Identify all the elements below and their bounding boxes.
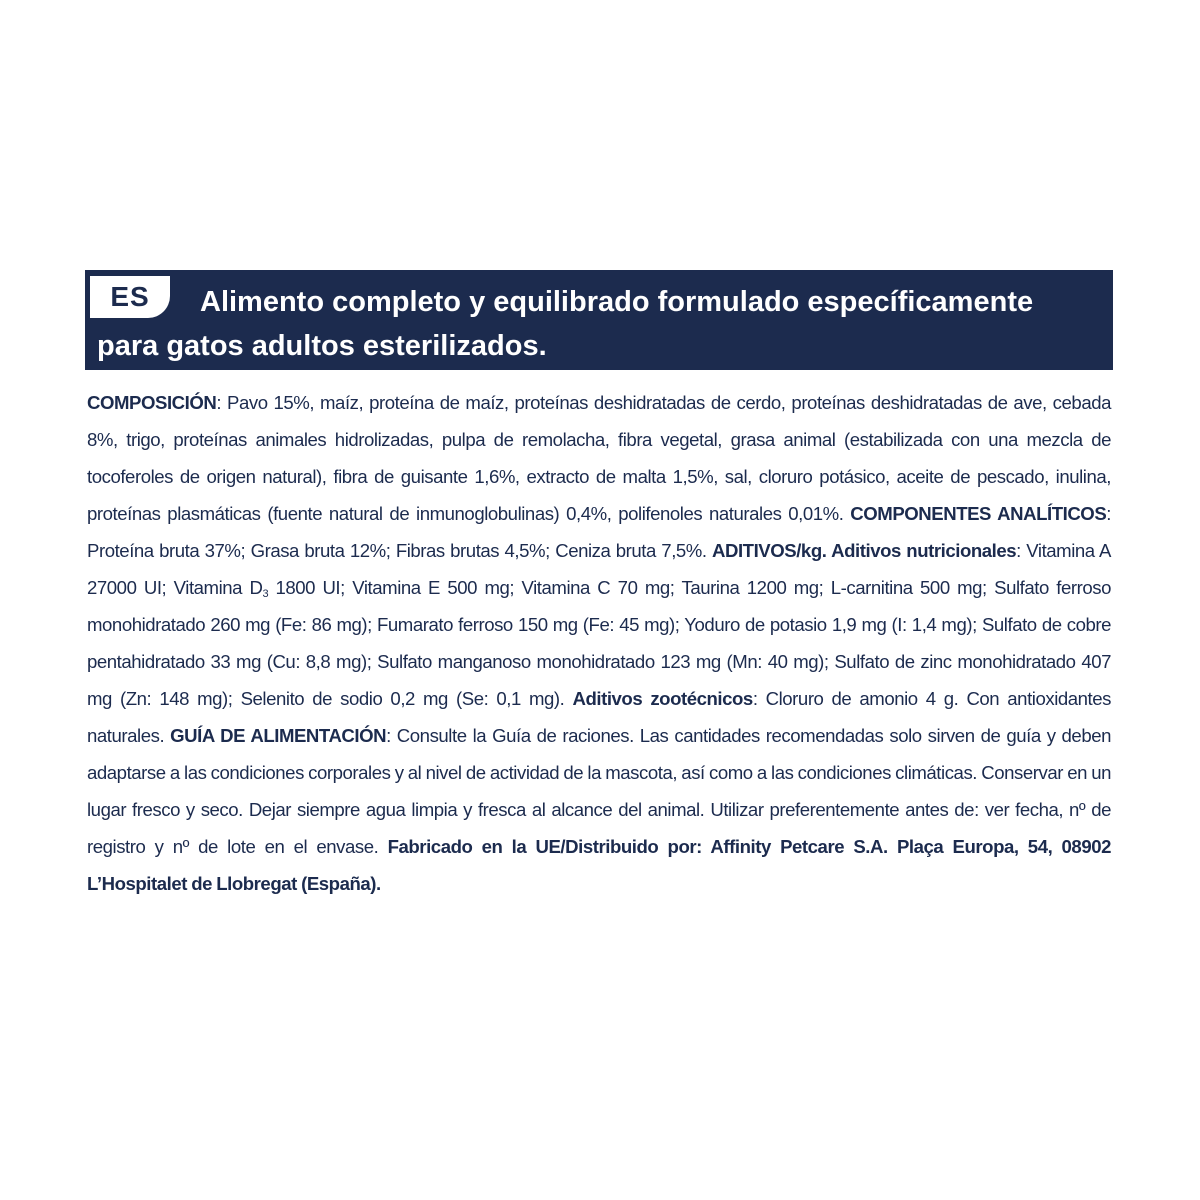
analytical-text: : Proteína bruta 37%; Grasa bruta 12%; Fibras brutas 4,5%; Ceniza bruta 7,5%. <box>87 503 1111 561</box>
analytical-heading: COMPONENTES ANALÍTICOS <box>850 503 1107 524</box>
feeding-guide-text: : Consulte la Guía de raciones. Las cantidades recomendadas solo sirven de guía y deben adaptarse a las condiciones corporales y al nivel de actividad de la mascota, así como a las condiciones climáticas. Conservar en un lugar fresco y seco. Dejar siempre agua limpia y fresca al alcance del animal. Utilizar preferentemente antes de: ver fecha, nº de registro y nº de lote en el envase. <box>87 725 1111 857</box>
label-title-line-2: para gatos adultos esterilizados. <box>97 330 547 362</box>
nutritional-additives-heading: Aditivos nutricionales <box>826 540 1017 561</box>
label-body-text <box>85 384 1113 902</box>
vitamin-d3-subscript: 3 <box>262 588 269 600</box>
product-label-panel <box>85 270 1113 902</box>
composition-text: : Pavo 15%, maíz, proteína de maíz, proteínas deshidratadas de cerdo, proteínas deshidratadas de ave, cebada 8%, trigo, proteínas animales hidrolizadas, pulpa de remolacha, fibra vegetal, grasa animal (estabilizada con una mezcla de tocoferoles de origen natural), fibra de guisante 1,6%, extracto de malta 1,5%, sal, cloruro potásico, aceite de pescado, inulina, proteínas plasmáticas (fuente natural de inmunoglobulinas) 0,4%, polifenoles naturales 0,01%. <box>87 392 1111 524</box>
feeding-guide-heading: GUÍA DE ALIMENTACIÓN <box>170 725 387 746</box>
label-title-line-1: Alimento completo y equilibrado formulado específicamente <box>200 286 1034 318</box>
additives-heading: ADITIVOS/kg. <box>712 540 827 561</box>
label-title <box>97 280 1083 368</box>
zootechnical-additives-heading: Aditivos zootécnicos <box>572 688 753 709</box>
nutritional-additives-text: 1800 UI; Vitamina E 500 mg; Vitamina C 70 mg; Taurina 1200 mg; L-carnitina 500 mg; Sulfato ferroso monohidratado 260 mg (Fe: 86 mg); Fumarato ferroso 150 mg (Fe: 45 mg); Yoduro de potasio 1,9 mg (I: 1,4 mg); Sulfato de cobre pentahidratado 33 mg (Cu: 8,8 mg); Sulfato manganoso monohidratado 123 mg (Mn: 40 mg); Sulfato de zinc monohidratado 407 mg (Zn: 148 mg); Selenito de sodio 0,2 mg (Se: 0,1 mg). <box>87 577 1111 709</box>
label-header-banner <box>85 270 1113 370</box>
composition-heading: COMPOSICIÓN <box>87 392 217 413</box>
language-badge: ES <box>90 276 170 318</box>
zootechnical-additives-text: : Cloruro de amonio 4 g. Con antioxidantes naturales. <box>87 688 1112 746</box>
nutritional-additives-text-start: : Vitamina A 27000 UI; Vitamina D <box>87 540 1111 598</box>
manufacturer-info: Fabricado en la UE/Distribuido por: Affinity Petcare S.A. Plaça Europa, 54, 08902 L’Hospitalet de Llobregat (España). <box>87 836 1111 894</box>
